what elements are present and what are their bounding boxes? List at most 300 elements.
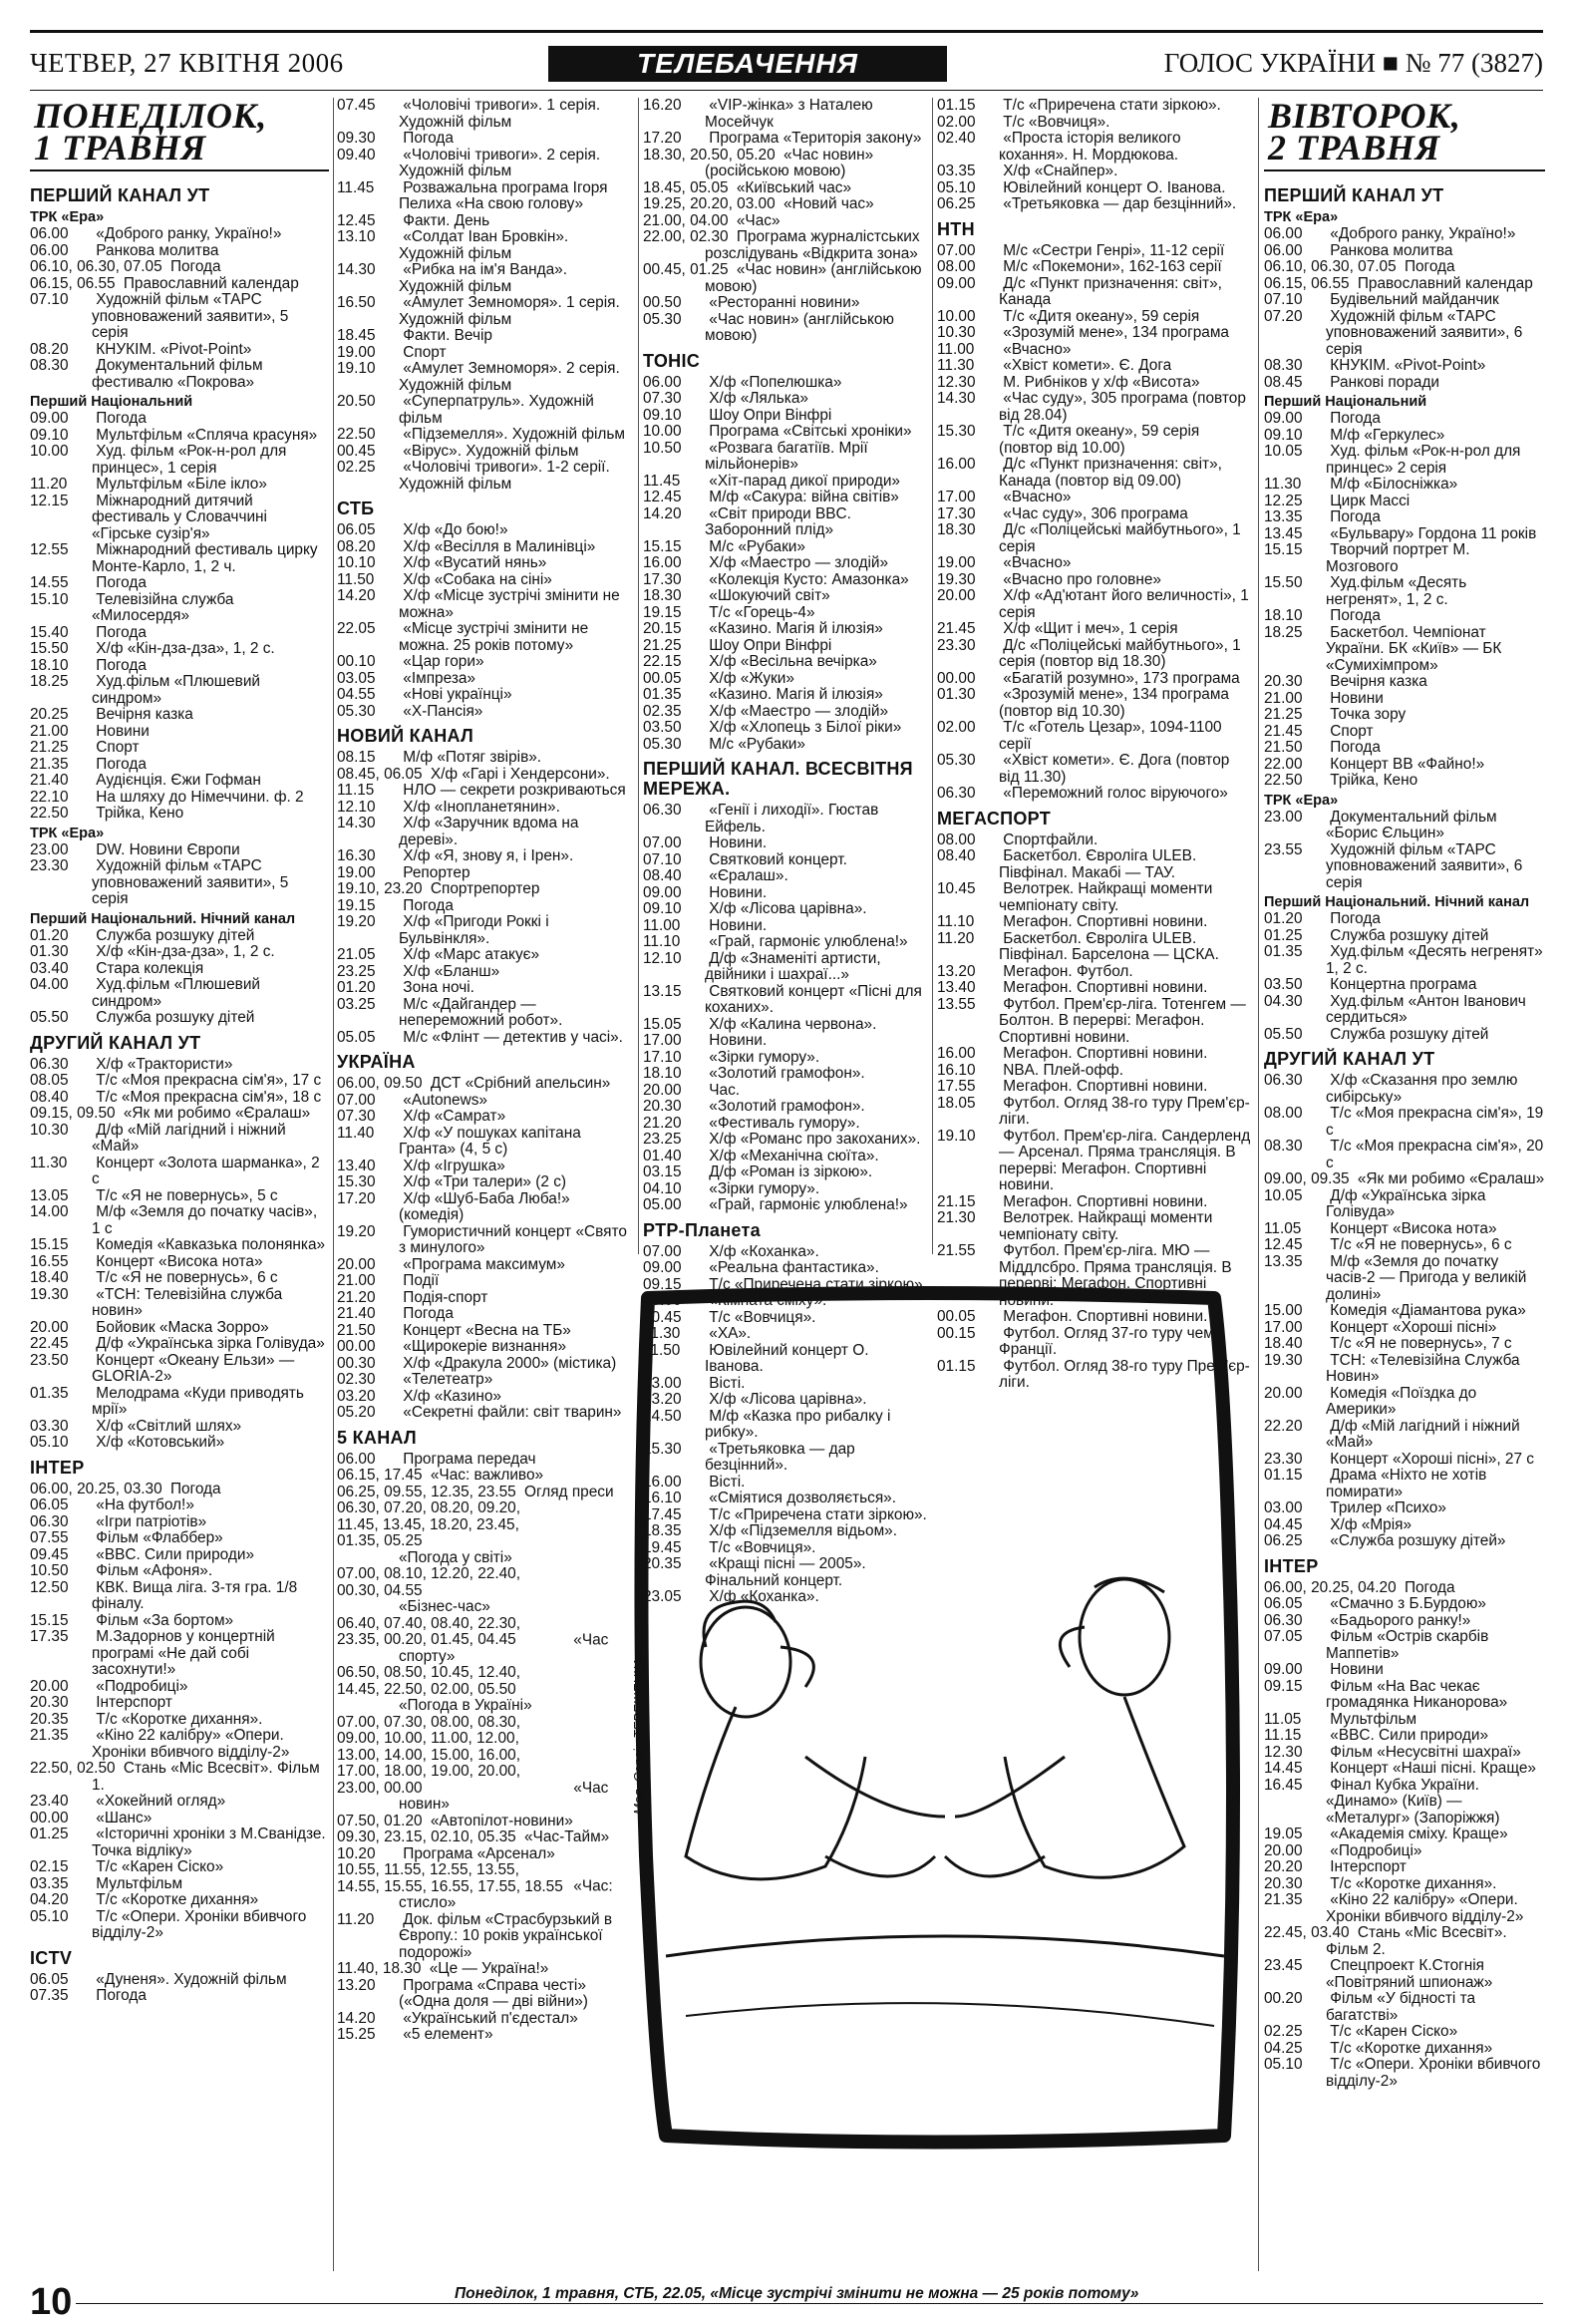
- program-time: 00.10: [337, 653, 376, 670]
- program-listing: [30, 757, 329, 774]
- program-listing: [1264, 1188, 1545, 1221]
- program-time: 07.10: [1264, 291, 1303, 308]
- program-title: «Цар гори»: [403, 653, 484, 670]
- program-time: 20.30: [1264, 1874, 1303, 1892]
- program-title: М.Задорнов у концертній програмі «Не дай собі засохнути!»: [92, 1628, 275, 1678]
- program-listing: [30, 1204, 329, 1237]
- program-title: «Доброго ранку, Україно!»: [96, 225, 282, 242]
- program-time: 11.20: [337, 1910, 375, 1928]
- program-time: 15.50: [30, 640, 69, 657]
- program-listing: [30, 1794, 329, 1811]
- program-listing: [643, 196, 927, 213]
- program-listing: [337, 964, 631, 981]
- program-title: М/ф «Геркулес»: [1330, 426, 1445, 444]
- program-time: 06.15, 17.45: [337, 1467, 423, 1484]
- program-listing: [643, 918, 927, 935]
- program-time: 08.40: [937, 847, 976, 864]
- channel-subheading: ТРК «Ера»: [30, 209, 105, 225]
- program-listing: [643, 671, 927, 688]
- program-time: 12.25: [1264, 492, 1303, 509]
- program-time: 02.40: [937, 130, 976, 147]
- program-title: Вісті.: [709, 1374, 746, 1392]
- program-listing: [1264, 1027, 1545, 1044]
- program-time: 06.05: [30, 1496, 69, 1513]
- program-title: «Підземелля». Художній фільм: [403, 426, 626, 443]
- program-title: «Амулет Земноморя». 1 серія. Художній фільм: [399, 294, 620, 328]
- program-time: 06.30: [1264, 1611, 1303, 1629]
- program-title: М/с «Рубаки»: [709, 735, 805, 753]
- program-title: «Казино. Магія й ілюзія»: [709, 620, 883, 637]
- program-title: Фільм «Острів скарбів Маппетів»: [1326, 1628, 1489, 1662]
- program-listing: [937, 424, 1251, 457]
- program-listing: [337, 444, 631, 461]
- program-time: 11.15: [337, 782, 375, 799]
- program-listing: [937, 309, 1251, 326]
- program-time: 22.15: [643, 653, 682, 670]
- program-time: 19.25, 20.20, 03.00: [643, 195, 776, 212]
- program-title: «Програма максимум»: [403, 1255, 565, 1273]
- program-time: 05.30: [643, 310, 682, 328]
- program-listing: [937, 964, 1251, 981]
- channel-heading: ІНТЕР: [1264, 1555, 1319, 1576]
- program-listing: [643, 605, 927, 622]
- program-time: 01.30: [30, 943, 69, 960]
- program-title: Час.: [709, 1081, 741, 1099]
- day-title: ВІВТОРОК, 2 ТРАВНЯ: [1268, 96, 1461, 167]
- program-time: 16.00: [937, 1045, 976, 1062]
- program-title: Події: [403, 1272, 440, 1289]
- program-listing: [30, 444, 329, 477]
- program-listing: [337, 1076, 631, 1093]
- program-title: Трилер «Психо»: [1330, 1499, 1446, 1516]
- program-time: 07.00: [643, 1242, 682, 1260]
- program-listing: [337, 947, 631, 964]
- program-listing: [337, 588, 631, 621]
- program-listing: [643, 901, 927, 918]
- program-title: «Новий час»: [783, 195, 874, 212]
- program-title: Концерт «Наші пісні. Краще»: [1330, 1760, 1536, 1777]
- program-listing: [1264, 707, 1545, 724]
- program-time: 16.20: [643, 97, 682, 114]
- program-title: Зона ночі.: [403, 979, 474, 996]
- program-title: ДСТ «Срібний апельсин»: [430, 1075, 611, 1092]
- program-time: 02.30: [337, 1371, 376, 1388]
- program-listing: [1264, 724, 1545, 741]
- program-listing: [337, 671, 631, 688]
- program-listing: [337, 345, 631, 362]
- program-listing: [1264, 1221, 1545, 1238]
- program-title: «Як ми робимо «Єралаш»: [1357, 1170, 1545, 1187]
- program-title: Святковий концерт «Пісні для коханих».: [705, 982, 922, 1016]
- program-title: «Час спорту»: [399, 1631, 609, 1665]
- program-title: Д/ф «Мій лагідний і ніжний «Май»: [92, 1121, 286, 1155]
- program-title: Х/ф «Самрат»: [403, 1108, 506, 1125]
- program-listing: [937, 572, 1251, 589]
- program-listing: [337, 229, 631, 262]
- program-listing: [30, 1580, 329, 1613]
- program-listing: [337, 539, 631, 556]
- program-title: Т/с «Моя прекрасна сім'я», 18 с: [96, 1088, 322, 1106]
- program-listing: [643, 180, 927, 197]
- program-time: 02.25: [337, 459, 376, 476]
- program-title: «Погода в Україні»: [399, 1697, 532, 1714]
- program-time: 13.55: [937, 995, 976, 1013]
- program-title: Х/ф «Кін-дза-дза», 1, 2 с.: [96, 640, 275, 657]
- program-listing: [337, 1159, 631, 1175]
- program-title: «Час суду», 306 програма: [1003, 504, 1188, 522]
- program-time: 18.45, 05.05: [643, 178, 729, 196]
- program-listing: [643, 555, 927, 572]
- program-time: 13.20: [643, 1391, 682, 1408]
- footer-rule: [76, 2303, 1543, 2304]
- program-listing: [30, 1876, 329, 1893]
- program-listing: [337, 914, 631, 947]
- program-time: 14.45: [1264, 1760, 1303, 1777]
- program-time: 16.55: [30, 1252, 69, 1270]
- program-time: 10.05: [1264, 443, 1303, 460]
- program-listing: [1264, 509, 1545, 526]
- program-title: Т/с «Моя прекрасна сім'я», 17 с: [96, 1072, 322, 1089]
- program-title: Мегафон. Футбол.: [1003, 962, 1133, 980]
- program-listing: [30, 542, 329, 575]
- program-title: Спорт: [403, 343, 447, 361]
- section-title: ТЕЛЕБАЧЕННЯ: [548, 46, 947, 82]
- program-time: 13.05: [30, 1186, 69, 1204]
- program-listing: [30, 1892, 329, 1909]
- program-time: 05.10: [937, 178, 976, 196]
- program-title: Комедія «Кавказька полонянка»: [96, 1236, 326, 1253]
- program-title: Гумористичний концерт «Свято з минулого»: [399, 1222, 627, 1256]
- program-title: Стань «Міс Всесвіт». Фільм 1.: [92, 1760, 320, 1794]
- program-time: 18.10: [643, 1065, 682, 1082]
- program-time: 14.30: [337, 261, 376, 278]
- program-listing: [337, 1191, 631, 1224]
- program-title: Погода: [1330, 410, 1381, 427]
- program-time: 23.40: [30, 1793, 69, 1810]
- program-time: 06.25: [937, 195, 976, 212]
- program-time: 22.50: [1264, 772, 1303, 789]
- program-time: 16.00: [937, 456, 976, 473]
- program-listing: [337, 394, 631, 427]
- program-time: 19.45: [643, 1538, 682, 1556]
- program-title: КНУКІМ. «Pivot-Point»: [1330, 357, 1486, 374]
- program-title: Факти. День: [403, 211, 490, 229]
- channel-subheading: Перший Національний. Нічний канал: [1264, 894, 1530, 910]
- program-time: 10.30: [30, 1121, 69, 1139]
- program-time: 19.15: [643, 603, 682, 621]
- program-listing: [30, 1695, 329, 1712]
- program-listing: [30, 1972, 329, 1989]
- program-time: 20.00: [643, 1081, 682, 1099]
- program-title: «Час-Тайм»: [524, 1828, 610, 1845]
- program-listing: [30, 575, 329, 592]
- column-1: [30, 98, 329, 2271]
- program-listing: [643, 835, 927, 852]
- program-time: 21.00: [1264, 689, 1303, 707]
- program-title: Новини: [1330, 1661, 1384, 1678]
- program-title: «Зірки гумору».: [709, 1179, 820, 1197]
- program-time: 12.45: [643, 489, 682, 505]
- program-time: 00.45, 01.25: [643, 261, 729, 278]
- program-time: 18.25: [1264, 623, 1303, 641]
- program-time: 04.00: [30, 976, 69, 993]
- program-time: 04.10: [643, 1179, 682, 1197]
- program-title: Художній фільм «ТАРС уповноважений заявити», 6 серія: [1326, 840, 1523, 891]
- program-time: 16.00: [643, 1473, 682, 1491]
- program-listing: [937, 196, 1251, 213]
- program-time: 21.15: [937, 1192, 976, 1210]
- program-time: 21.00, 04.00: [643, 211, 729, 229]
- program-time: 14.50: [643, 1407, 682, 1425]
- program-title: М/ф «Потяг звірів».: [403, 749, 542, 766]
- program-title: НЛО — секрети розкриваються: [403, 782, 626, 799]
- program-title: «Час: стисло»: [399, 1877, 613, 1911]
- program-time: 08.00: [937, 830, 976, 848]
- program-title: Погода: [1330, 508, 1381, 525]
- program-time: 06.10, 06.30, 07.05: [30, 258, 162, 275]
- program-time: 02.25: [1264, 2023, 1303, 2040]
- program-time: 06.30, 07.20, 08.20, 09.20, 11.45, 13.45, 18.20, 23.45, 01.35, 05.25: [337, 1499, 520, 1549]
- program-time: 09.30: [337, 130, 376, 147]
- program-title: Інтерспорт: [1330, 1858, 1407, 1875]
- program-time: 11.30: [1264, 476, 1302, 493]
- program-listing: [1264, 276, 1545, 293]
- program-title: Футбол. Прем'єр-ліга. Сандерленд — Арсенал. Пряма трансляція. В перерві: Мегафон. Спортивні новини.: [999, 1127, 1251, 1193]
- program-time: 19.05: [1264, 1826, 1303, 1842]
- program-time: 10.50: [30, 1562, 69, 1579]
- program-title: «Шокуючий світ»: [709, 587, 830, 604]
- program-title: «Доброго ранку, Україно!»: [1330, 225, 1516, 242]
- program-title: Х/ф «Інопланетянин».: [403, 798, 560, 816]
- program-listing: [643, 408, 927, 425]
- program-title: Т/с «Я не повернусь», 6 с: [1330, 1236, 1512, 1253]
- program-time: 20.00: [337, 1255, 376, 1273]
- program-time: 06.25: [1264, 1532, 1303, 1549]
- program-listing: [643, 885, 927, 902]
- program-listing: [337, 1306, 631, 1323]
- program-time: 05.00: [643, 1196, 682, 1213]
- program-listing: [937, 638, 1251, 671]
- program-time: 21.30: [937, 1209, 976, 1226]
- program-time: 03.30: [30, 1417, 69, 1435]
- program-listing: [937, 881, 1251, 914]
- program-title: КВК. Вища ліга. 3-тя гра. 1/8 фіналу.: [92, 1578, 298, 1612]
- program-listing: [643, 1164, 927, 1181]
- program-listing: [643, 934, 927, 951]
- program-title: «Бадьорого ранку!»: [1330, 1611, 1471, 1629]
- program-listing: [643, 312, 927, 345]
- program-listing: [937, 325, 1251, 342]
- program-time: 06.00: [643, 373, 682, 391]
- program-title: Х/ф «Калина червона».: [709, 1015, 877, 1033]
- program-listing: [30, 1090, 329, 1107]
- program-time: 10.00: [30, 443, 69, 460]
- header-top-rule: [30, 30, 1543, 33]
- program-title: Погода: [96, 410, 147, 427]
- program-listing: [30, 292, 329, 342]
- program-listing: [937, 243, 1251, 260]
- program-title: Служба розшуку дітей: [1330, 1025, 1489, 1043]
- program-title: Новини.: [709, 883, 768, 901]
- program-title: «ХА».: [709, 1325, 752, 1342]
- program-time: 11.15: [1264, 1727, 1302, 1744]
- program-title: «Нові українці»: [403, 686, 512, 703]
- program-title: «Подробиці»: [96, 1677, 188, 1695]
- program-time: 04.25: [1264, 2039, 1303, 2057]
- program-title: Футбол. Прем'єр-ліга. Тотенгем — Болтон. В перерві: Мегафон. Спортивні новини.: [999, 995, 1246, 1046]
- program-listing: [643, 391, 927, 408]
- program-time: 11.30: [937, 357, 975, 374]
- program-listing: [643, 1099, 927, 1116]
- program-title: Міжнародний фестиваль цирку Монте-Карло, 1, 2 ч.: [92, 541, 318, 575]
- program-title: Програма «Справа честі» («Одна доля — дві війни»): [399, 1976, 588, 2010]
- program-title: Погода: [1330, 910, 1381, 927]
- program-title: Точка зору: [1330, 706, 1407, 723]
- program-listing: [1264, 292, 1545, 309]
- program-time: 10.05: [1264, 1186, 1303, 1204]
- program-time: 21.45: [1264, 722, 1303, 740]
- program-title: Х/ф «Шуб-Баба Люба!» (комедія): [399, 1189, 570, 1223]
- column-2: [337, 98, 631, 2271]
- program-time: 19.10: [337, 360, 376, 377]
- channel-subheading: Перший Національний. Нічний канал: [30, 910, 296, 927]
- program-listing: [643, 1033, 927, 1050]
- channel-heading: ПЕРШИЙ КАНАЛ УТ: [30, 185, 210, 205]
- program-listing: [337, 1273, 631, 1290]
- program-time: 15.40: [30, 623, 69, 641]
- program-title: Документальний фільм фестивалю «Покрова»: [92, 357, 263, 391]
- program-title: Новини: [1330, 689, 1384, 707]
- program-listing: [30, 1761, 329, 1794]
- program-listing: [643, 638, 927, 655]
- program-title: Т/с «Коротке дихання».: [1330, 1874, 1497, 1892]
- program-listing: [937, 1194, 1251, 1211]
- program-title: «Зрозумій мене», 134 програма (повтор від 10.30): [999, 686, 1229, 720]
- program-title: Спецпроект К.Стогнія «Повітряний шпионаж»: [1326, 1957, 1493, 1991]
- program-listing: [337, 1616, 631, 1666]
- program-title: Т/с «Опери. Хроніки вбивчого відділу-2»: [92, 1907, 307, 1941]
- program-title: Фільм «Флаббер»: [96, 1529, 223, 1546]
- program-title: «Імпреза»: [403, 669, 475, 687]
- program-time: 15.05: [643, 1015, 682, 1033]
- program-time: 16.30: [337, 847, 376, 864]
- program-time: 23.25: [643, 1131, 682, 1148]
- program-time: 06.30: [937, 785, 976, 802]
- program-title: Велотрек. Найкращі моменти чемпіонату світу.: [999, 1209, 1213, 1243]
- program-title: «Грай, гармоніє улюблена!»: [709, 933, 908, 950]
- program-title: Концерт «Висока нота»: [1330, 1219, 1497, 1237]
- program-listing: [937, 391, 1251, 424]
- program-time: 20.00: [30, 1677, 69, 1695]
- program-listing: [337, 427, 631, 444]
- program-listing: [337, 621, 631, 654]
- program-title: Концерт «Океану Ельзи» — GLORIA-2»: [92, 1351, 295, 1385]
- program-title: Т/с «Вовчиця».: [709, 1308, 816, 1326]
- channel-heading: ICTV: [30, 1947, 73, 1968]
- program-title: «Кіно 22 калібру» «Опери. Хроніки вбивчого відділу-2»: [92, 1727, 290, 1761]
- program-listing: [337, 180, 631, 213]
- program-time: 13.40: [937, 979, 976, 996]
- program-title: Комедія «Поїздка до Америки»: [1326, 1384, 1477, 1418]
- program-title: Концерт ВВ «Файно!»: [1330, 755, 1485, 773]
- program-listing: [337, 295, 631, 328]
- program-title: М/с «Рубаки»: [709, 537, 805, 555]
- program-title: Мегафон. Спортивні новини.: [1003, 979, 1208, 996]
- channel-heading: ТОНІС: [643, 350, 701, 371]
- program-listing: [1264, 691, 1545, 708]
- program-listing: [337, 767, 631, 784]
- program-time: 09.30, 23.15, 02.10, 05.35: [337, 1828, 516, 1845]
- program-title: Вечірня казка: [96, 706, 193, 723]
- program-title: Футбол. Огляд 38-го туру Прем'єр-ліги.: [999, 1357, 1250, 1391]
- program-title: Мегафон. Спортивні новини.: [1003, 1308, 1208, 1325]
- program-time: 02.00: [937, 113, 976, 131]
- program-time: 11.45: [337, 178, 375, 196]
- program-time: 20.30: [1264, 673, 1303, 690]
- program-time: 20.35: [643, 1555, 682, 1572]
- program-title: Погода: [403, 896, 454, 914]
- program-title: Концерт «Хороші пісні», 27 с: [1330, 1450, 1534, 1468]
- program-title: «Кімната сміху».: [709, 1292, 827, 1309]
- program-title: Фільм «Афоня».: [96, 1562, 213, 1579]
- program-title: Х/ф «Вусатий нянь»: [403, 554, 547, 571]
- program-title: Х/ф «Попелюшка»: [709, 373, 842, 391]
- program-title: Худ. фільм «Рок-н-рол для принцес», 1 серія: [92, 443, 287, 477]
- program-listing: [30, 773, 329, 790]
- program-time: 20.00: [1264, 1841, 1303, 1859]
- program-time: 13.15: [643, 982, 682, 1000]
- program-title: Х/ф «Сказання про землю сибірську»: [1326, 1072, 1518, 1106]
- program-time: 07.45: [337, 97, 376, 114]
- channel-heading: РТР-Планета: [643, 1219, 761, 1240]
- program-time: 12.45: [1264, 1236, 1303, 1253]
- program-listing: [937, 375, 1251, 392]
- program-listing: [937, 671, 1251, 688]
- program-listing: [643, 490, 927, 506]
- program-title: Футбол. Огляд 38-го туру Прем'єр-ліги.: [999, 1094, 1250, 1128]
- program-title: «Телетеатр»: [403, 1371, 493, 1388]
- program-title: Д/с «Пункт призначення: світ», Канада: [999, 274, 1222, 308]
- program-listing: [1264, 1106, 1545, 1139]
- program-time: 15.25: [337, 2026, 376, 2043]
- program-time: 18.25: [30, 673, 69, 690]
- program-time: 01.35: [643, 686, 682, 703]
- program-listing: [30, 1811, 329, 1827]
- program-title: «Бульвару» Гордона 11 років: [1330, 524, 1537, 542]
- program-listing: [337, 1485, 631, 1501]
- program-time: 06.05: [1264, 1595, 1303, 1612]
- program-title: Аудієнція. Єжи Гофман: [96, 772, 261, 789]
- program-listing: [337, 1862, 631, 1912]
- program-title: «Розвага багатіїв. Мрії мільйонерів»: [705, 439, 868, 473]
- program-title: Новини.: [709, 834, 768, 851]
- program-title: Баскетбол. Чемпіонат України. БК «Київ» — БК «Сумихімпром»: [1326, 623, 1502, 674]
- program-time: 07.00, 08.10, 12.20, 22.40, 00.30, 04.55: [337, 1565, 520, 1599]
- program-time: 18.35: [643, 1522, 682, 1539]
- program-time: 01.20: [337, 979, 376, 996]
- program-title: Служба розшуку дітей: [96, 926, 255, 944]
- program-title: Х/ф «Трактористи»: [96, 1055, 233, 1073]
- program-listing: [30, 641, 329, 658]
- program-title: Х/ф «Казино»: [403, 1387, 501, 1405]
- program-time: 13.45: [1264, 524, 1303, 542]
- program-title: «Як ми робимо «Єралаш»: [123, 1105, 311, 1122]
- channel-subheading: ТРК «Ера»: [1264, 209, 1339, 225]
- program-title: «Хокейний огляд»: [96, 1793, 226, 1810]
- program-title: «Це — Україна!»: [429, 1960, 549, 1977]
- program-listing: [937, 131, 1251, 164]
- program-listing: [337, 1339, 631, 1356]
